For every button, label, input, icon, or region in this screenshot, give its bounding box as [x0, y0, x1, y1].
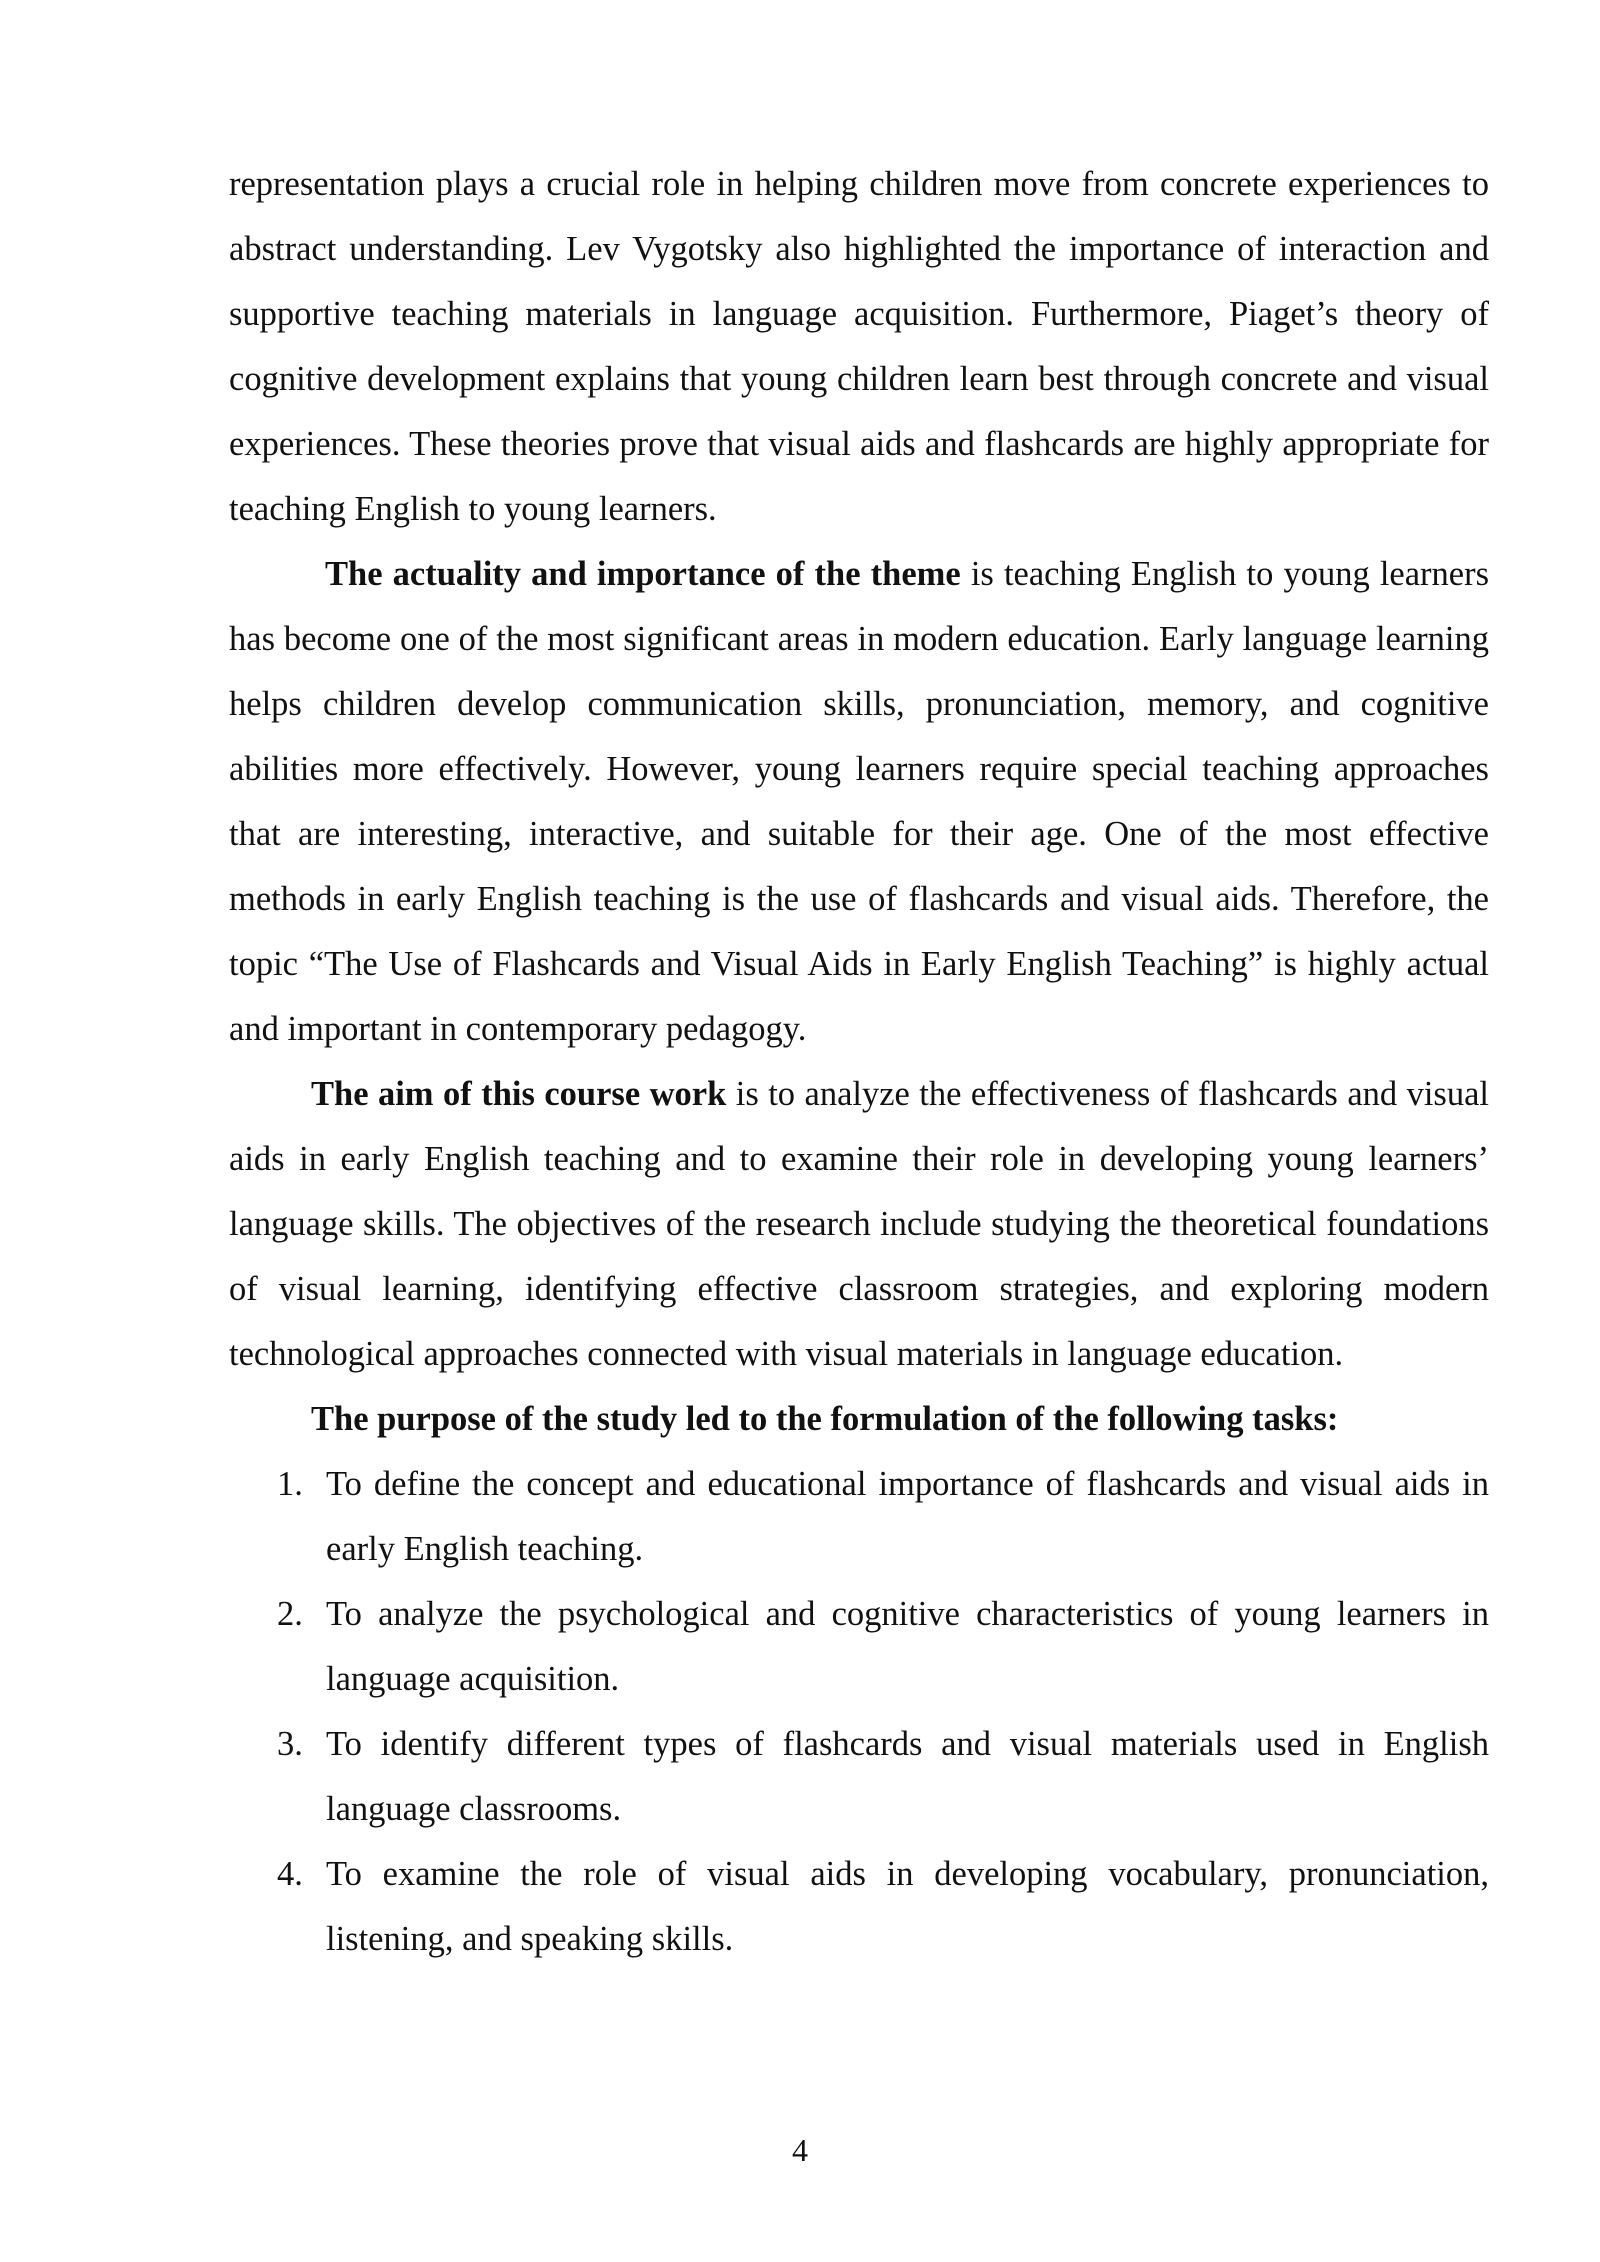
list-item: [229, 1452, 1489, 1582]
tasks-heading: The purpose of the study led to the formulation of the following tasks:: [311, 1400, 1339, 1438]
intro-paragraph: representation plays a crucial role in helping children move from concrete experiences to abstract understanding. Lev Vygotsky also highlighted the importance of interaction and supportive teaching materials in language acquisition. Furthermore, Piaget’s theory of cognitive development explains that young children learn best through concrete and visual experiences. These theories prove that visual aids and flashcards are highly appropriate for teaching English to young learners.: [229, 165, 1489, 528]
actuality-heading: The actuality and importance of the theme: [325, 555, 961, 593]
list-item-text: To identify different types of flashcards and visual materials used in English language classrooms.: [326, 1725, 1489, 1828]
actuality-paragraph: [229, 542, 1489, 1062]
list-item-text: To define the concept and educational importance of flashcards and visual aids in early English teaching.: [326, 1465, 1489, 1568]
tasks-list: [229, 1452, 1489, 1972]
list-item-text: To analyze the psychological and cognitive characteristics of young learners in language acquisition.: [326, 1595, 1489, 1698]
aim-text: is to analyze the effectiveness of flashcards and visual aids in early English teaching and to examine their role in developing young learners’ language skills. The objectives of the research include studying the theoretical foundations of visual learning, identifying effective classroom strategies, and exploring modern technological approaches connected with visual materials in language education.: [229, 1075, 1489, 1373]
list-item: [229, 1582, 1489, 1712]
list-item-number: 1.: [277, 1465, 303, 1503]
list-item: [229, 1712, 1489, 1842]
list-item-number: 2.: [277, 1595, 303, 1633]
list-item-number: 3.: [277, 1725, 303, 1763]
aim-heading: The aim of this course work: [311, 1075, 727, 1113]
actuality-text: is teaching English to young learners has become one of the most significant areas in modern education. Early language learning helps children develop communication skills, pronunciation, memory, and cognitive abilities more effectively. However, young learners require special teaching approaches that are interesting, interactive, and suitable for their age. One of the most effective methods in early English teaching is the use of flashcards and visual aids. Therefore, the topic “The Use of Flashcards and Visual Aids in Early English Teaching” is highly actual and important in contemporary pedagogy.: [229, 555, 1489, 1048]
list-item: [229, 1842, 1489, 1972]
page-body: [229, 152, 1489, 1972]
aim-paragraph: [229, 1062, 1489, 1387]
list-item-text: To examine the role of visual aids in developing vocabulary, pronunciation, listening, and speaking skills.: [326, 1855, 1489, 1958]
page-number: 4: [792, 2132, 808, 2168]
list-item-number: 4.: [277, 1855, 303, 1893]
